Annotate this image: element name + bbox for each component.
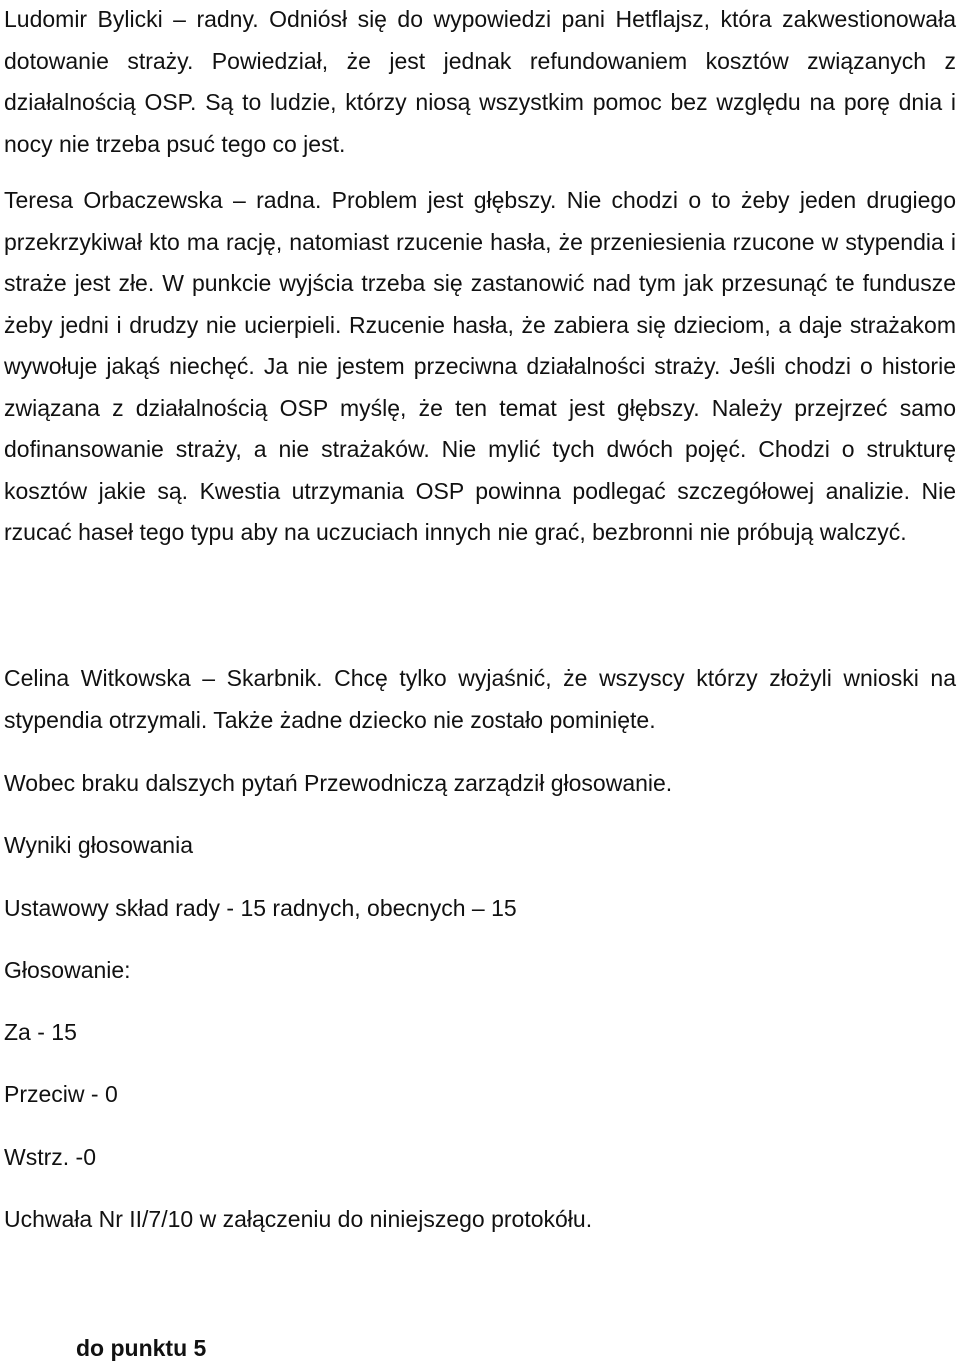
voting-label: Głosowanie: xyxy=(4,957,131,983)
section-heading: do punktu 5 xyxy=(76,1335,207,1361)
results-title: Wyniki głosowania xyxy=(4,832,193,858)
council-composition-line: Ustawowy skład rady - 15 radnych, obecnych – 15 xyxy=(4,895,517,921)
votes-against: Przeciw - 0 xyxy=(4,1081,118,1107)
resolution-line: Uchwała Nr II/7/10 w załączeniu do niniejszego protokółu. xyxy=(4,1206,593,1232)
paragraph-orbaczewska: Teresa Orbaczewska – radna. Problem jest głębszy. Nie chodzi o to żeby jeden drugiego przekrzykiwał kto ma rację, natomiast rzucenie hasła, że przeniesienia rzucone w stypendia i straże jest złe. W punkcie wyjścia trzeba się zastanowić nad tym jak przesunąć te fundusze żeby jedni i drudzy nie ucierpieli. Rzucenie hasła, że zabiera się dzieciom, a daje strażakom wywołuje jakąś niechęć. Ja nie jestem przeciwna działalności straży. Jeśli chodzi o historie związana z działalnością OSP myślę, że ten temat jest głębszy. Należy przejrzeć samo dofinansowanie straży, a nie strażaków. Nie mylić tych dwóch pojęć. Chodzi o strukturę kosztów jakie są. Kwestia utrzymania OSP powinna podlegać szczegółowej analizie. Nie rzucać haseł tego typu aby na uczuciach innych nie grać, bezbronni nie próbują walczyć. xyxy=(4,187,956,545)
votes-abstain: Wstrz. -0 xyxy=(4,1144,96,1170)
votes-for: Za - 15 xyxy=(4,1019,77,1045)
vote-order-line: Wobec braku dalszych pytań Przewodniczą zarządził głosowanie. xyxy=(4,770,673,796)
paragraph-bylicki: Ludomir Bylicki – radny. Odniósł się do wypowiedzi pani Hetflajsz, która zakwestionowała dotowanie straży. Powiedział, że jest jednak refundowaniem kosztów związanych z działalnością OSP. Są to ludzie, którzy niosą wszystkim pomoc bez względu na porę dnia i nocy nie trzeba psuć tego co jest. xyxy=(4,6,956,157)
paragraph-witkowska: Celina Witkowska – Skarbnik. Chcę tylko wyjaśnić, że wszyscy którzy złożyli wnioski na stypendia otrzymali. Także żadne dziecko nie zostało pominięte. xyxy=(4,665,956,733)
